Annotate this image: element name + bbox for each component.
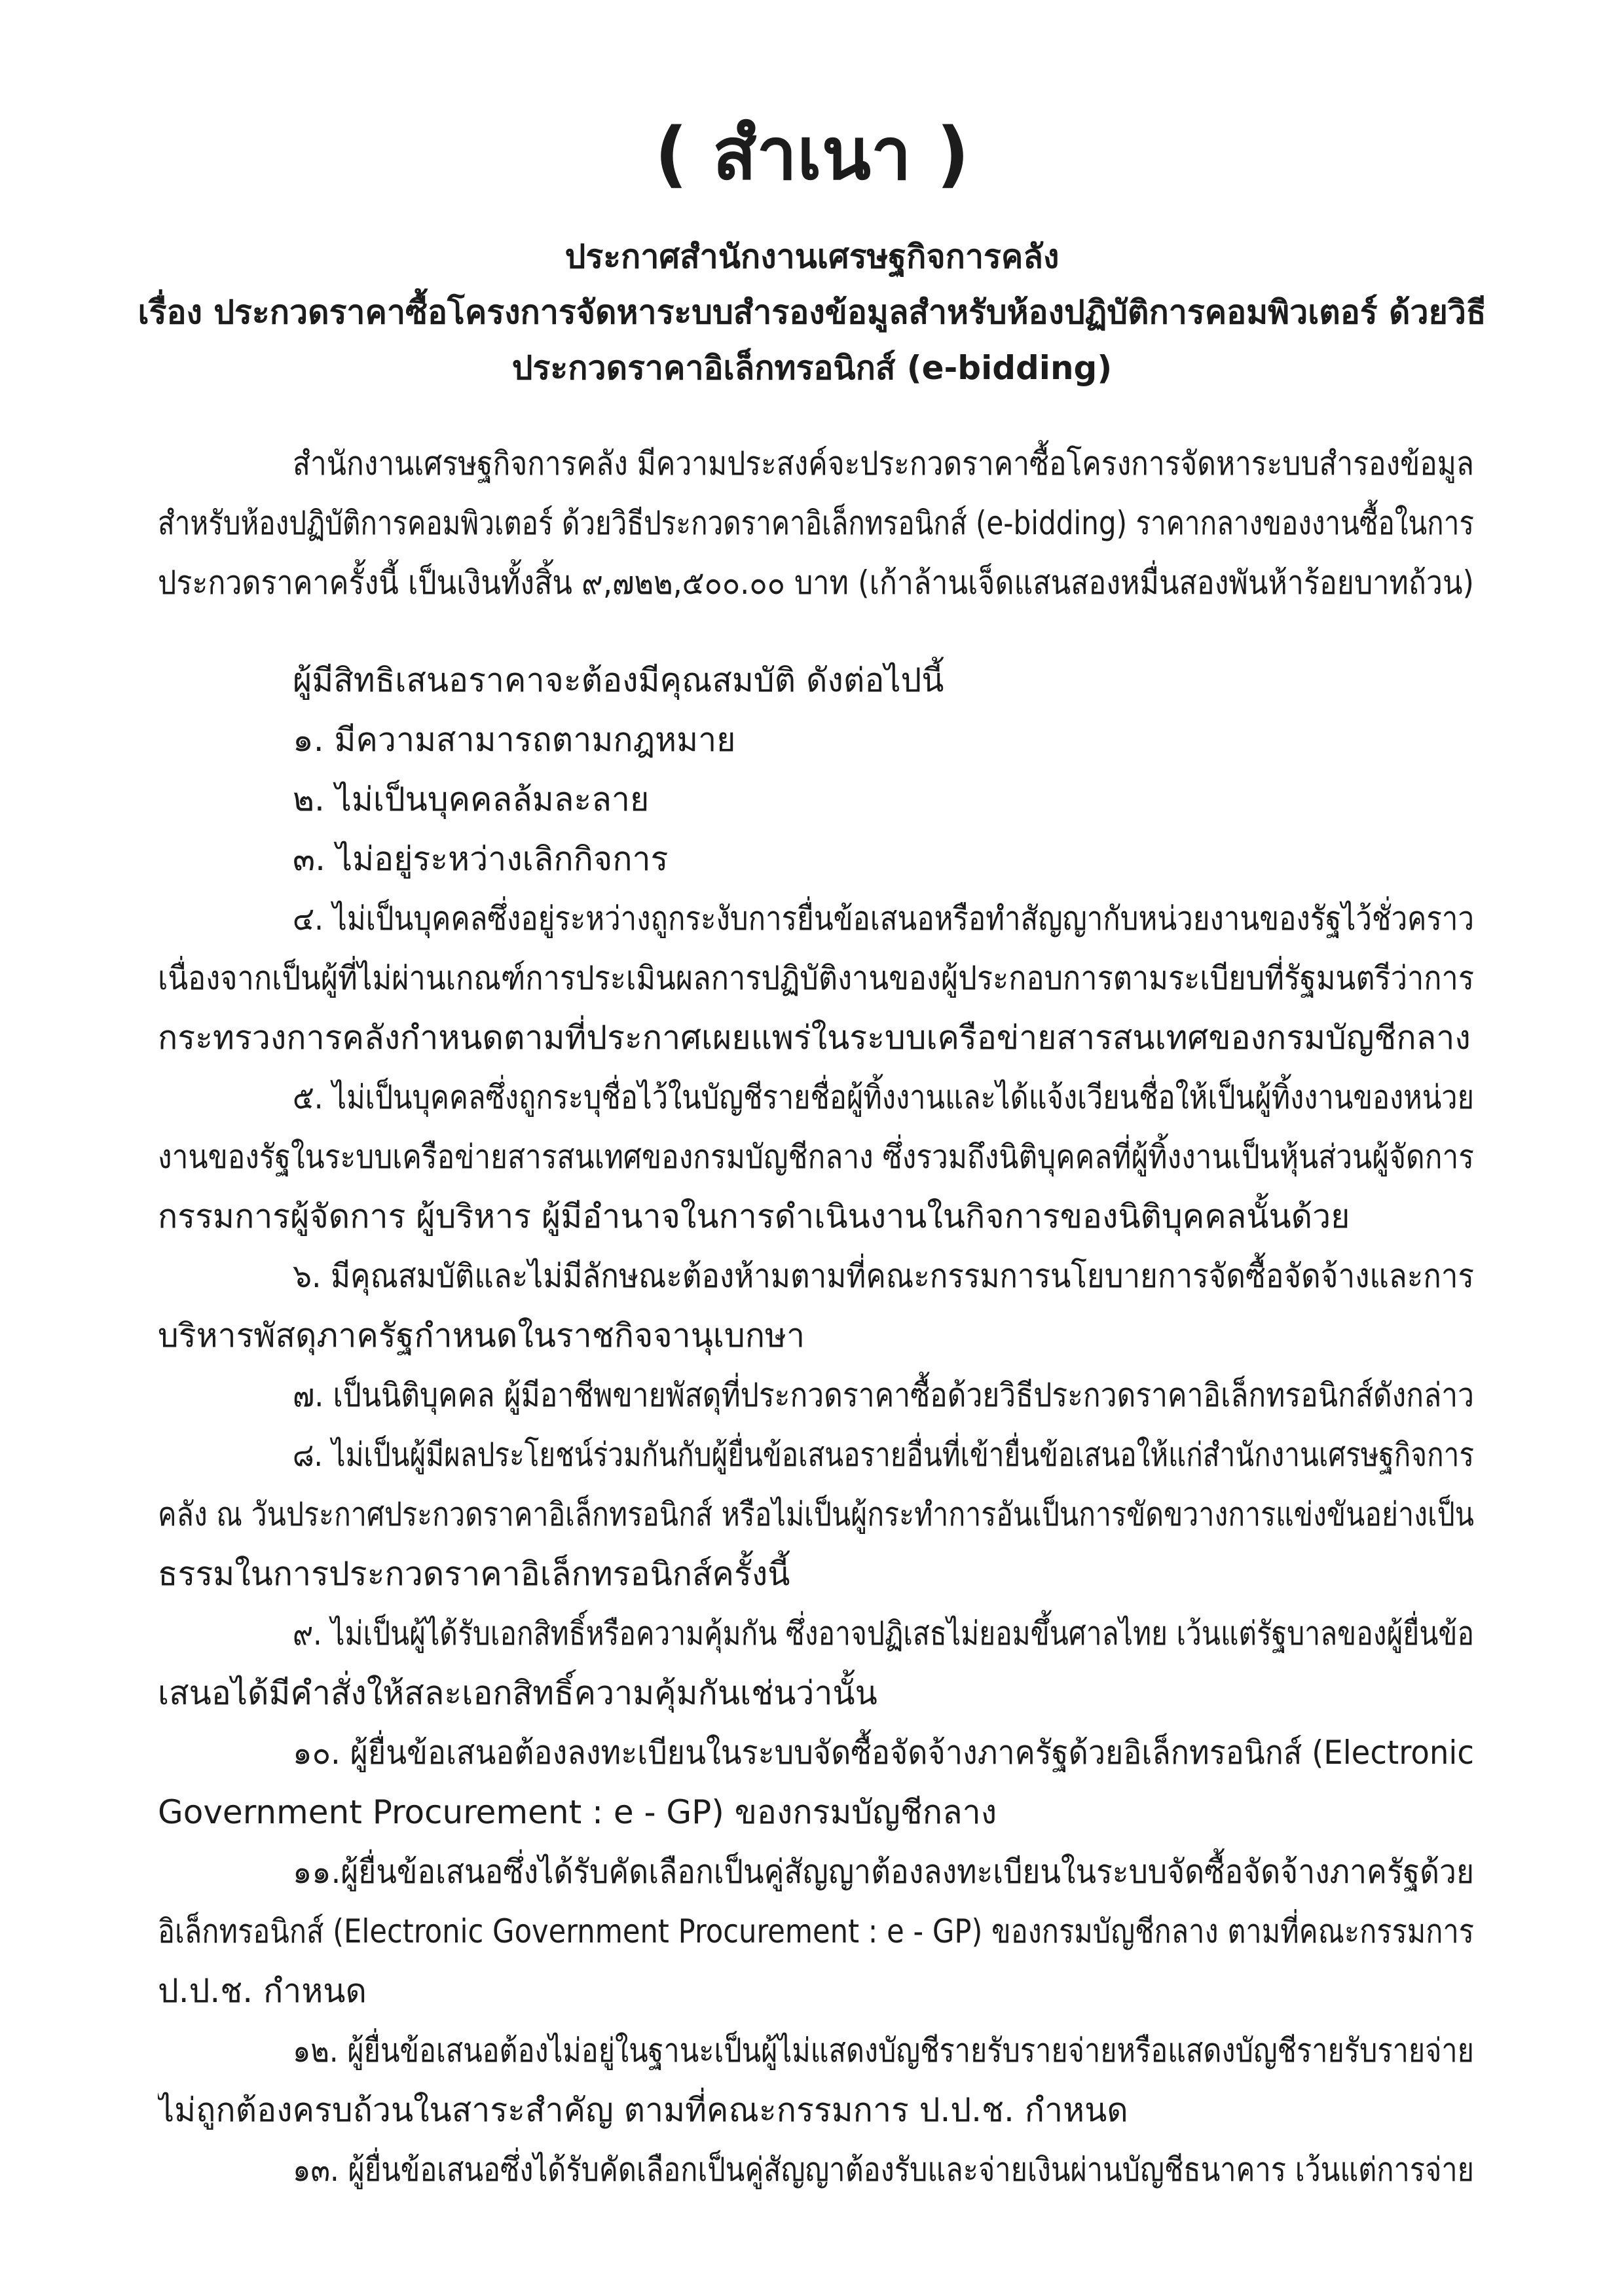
header-line [131, 340, 1493, 396]
qualification-line [158, 1664, 1474, 1723]
qualification-text: ๓. ไม่อยู่ระหว่างเลิกกิจการ [293, 840, 669, 878]
qualification-text: เนื่องจากเป็นผู้ที่ไม่ผ่านเกณฑ์การประเมินผลการปฏิบัติงานของผู้ประกอบการตามระเบียบที่รัฐมนตรีว่าการ [158, 959, 1474, 997]
qualification-line [158, 2081, 1474, 2140]
qualification-line [158, 1604, 1474, 1664]
qualification-text: งานของรัฐในระบบเครือข่ายสารสนเทศของกรมบัญชีกลาง ซึ่งรวมถึงนิติบุคคลที่ผู้ทิ้งงานเป็นหุ้นส่วนผู้จัดการ [158, 1138, 1474, 1176]
qualifications-section [158, 651, 1474, 2200]
qualification-line [158, 1008, 1474, 1068]
qualification-text: ๘. ไม่เป็นผู้มีผลประโยชน์ร่วมกันกับผู้ยื่นข้อเสนอรายอื่นที่เข้ายื่นข้อเสนอให้แก่สำนักงานเศรษฐกิจการ [293, 1436, 1474, 1474]
qualification-text: ๑๓. ผู้ยื่นข้อเสนอซึ่งได้รับคัดเลือกเป็นคู่สัญญาต้องรับและจ่ายเงินผ่านบัญชีธนาคาร เว้นแต่การจ่าย [293, 2151, 1474, 2189]
qualification-line [158, 1187, 1474, 1247]
header-text: ประกาศสำนักงานเศรษฐกิจการคลัง [564, 238, 1060, 276]
qualification-line [158, 2140, 1474, 2200]
intro-text: สำหรับห้องปฏิบัติการคอมพิวเตอร์ ด้วยวิธีประกวดราคาอิเล็กทรอนิกส์ (e-bidding) ราคากลางของงานซื้อในการ [158, 504, 1474, 542]
qualifications-heading [158, 651, 1474, 710]
qualification-text: เสนอได้มีคำสั่งให้สละเอกสิทธิ์ความคุ้มกันเช่นว่านั้น [158, 1674, 877, 1712]
qualification-line [158, 1068, 1474, 1127]
qualification-text: ๑. มีความสามารถตามกฎหมาย [293, 721, 736, 759]
copy-stamp-title: ( สำเนา ) [654, 112, 970, 196]
qualification-line [158, 1783, 1474, 1842]
intro-paragraph [158, 434, 1474, 613]
qualification-line [158, 1842, 1474, 1902]
qualification-text: บริหารพัสดุภาครัฐกำหนดในราชกิจจานุเบกษา [158, 1317, 805, 1355]
intro-text: สำนักงานเศรษฐกิจการคลัง มีความประสงค์จะประกวดราคาซื้อโครงการจัดหาระบบสำรองข้อมูล [293, 445, 1474, 483]
qualification-text: ๒. ไม่เป็นบุคคลล้มละลาย [293, 780, 650, 818]
announcement-header [131, 229, 1493, 396]
qualification-text: ๑๑.ผู้ยื่นข้อเสนอซึ่งได้รับคัดเลือกเป็นคู่สัญญาต้องลงทะเบียนในระบบจัดซื้อจัดจ้างภาครัฐด้วย [293, 1853, 1474, 1891]
qualification-text: กรรมการผู้จัดการ ผู้บริหาร ผู้มีอำนาจในการดำเนินงานในกิจการของนิติบุคคลนั้นด้วย [158, 1197, 1350, 1235]
qualification-text: ไม่ถูกต้องครบถ้วนในสาระสำคัญ ตามที่คณะกรรมการ ป.ป.ช. กำหนด [158, 2091, 1128, 2129]
qualification-text: Government Procurement : e - GP) ของกรมบัญชีกลาง [158, 1793, 997, 1831]
qualification-text: ๕. ไม่เป็นบุคคลซึ่งถูกระบุชื่อไว้ในบัญชีรายชื่อผู้ทิ้งงานและได้แจ้งเวียนชื่อให้เป็นผู้ทิ้งงานของหน่วย [293, 1078, 1474, 1116]
intro-text: ประกวดราคาครั้งนี้ เป็นเงินทั้งสิ้น ๙,๗๒๒,๕๐๐.๐๐ บาท (เก้าล้านเจ็ดแสนสองหมื่นสองพันห้าร้อยบาทถ้วน) [158, 564, 1474, 602]
qualification-text: กระทรวงการคลังกำหนดตามที่ประกาศเผยแพร่ในระบบเครือข่ายสารสนเทศของกรมบัญชีกลาง [158, 1019, 1471, 1057]
qualification-line [158, 2021, 1474, 2081]
qualification-text: อิเล็กทรอนิกส์ (Electronic Government Procurement : e - GP) ของกรมบัญชีกลาง ตามที่คณะกรรมการ [158, 1912, 1474, 1950]
qualification-line [158, 949, 1474, 1008]
qualification-line [158, 889, 1474, 949]
qualification-line [158, 710, 1474, 770]
intro-line [158, 434, 1474, 494]
qualification-text: ๑๒. ผู้ยื่นข้อเสนอต้องไม่อยู่ในฐานะเป็นผู้ไม่แสดงบัญชีรายรับรายจ่ายหรือแสดงบัญชีรายรับรายจ่าย [293, 2032, 1474, 2069]
qualification-line [158, 1127, 1474, 1187]
intro-line [158, 494, 1474, 553]
qualification-text: ๑๐. ผู้ยื่นข้อเสนอต้องลงทะเบียนในระบบจัดซื้อจัดจ้างภาครัฐด้วยอิเล็กทรอนิกส์ (Electronic [293, 1734, 1474, 1772]
header-line [131, 229, 1493, 285]
qualification-line [158, 770, 1474, 829]
heading-text: ผู้มีสิทธิเสนอราคาจะต้องมีคุณสมบัติ ดังต่อไปนี้ [293, 661, 944, 699]
qualification-text: ๔. ไม่เป็นบุคคลซึ่งอยู่ระหว่างถูกระงับการยื่นข้อเสนอหรือทำสัญญากับหน่วยงานของรัฐไว้ชั่วคราว [293, 900, 1474, 938]
qualification-text: ๙. ไม่เป็นผู้ได้รับเอกสิทธิ์หรือความคุ้มกัน ซึ่งอาจปฏิเสธไม่ยอมขึ้นศาลไทย เว้นแต่รัฐบาลของผู้ยื่นข้อ [293, 1614, 1474, 1652]
qualification-line [158, 829, 1474, 889]
qualification-line [158, 1425, 1474, 1485]
header-line [131, 285, 1493, 340]
qualification-text: ๖. มีคุณสมบัติและไม่มีลักษณะต้องห้ามตามที่คณะกรรมการนโยบายการจัดซื้อจัดจ้างและการ [293, 1257, 1474, 1295]
qualification-line [158, 1902, 1474, 1961]
qualification-line [158, 1544, 1474, 1604]
header-text: เรื่อง ประกวดราคาซื้อโครงการจัดหาระบบสำรองข้อมูลสำหรับห้องปฏิบัติการคอมพิวเตอร์ ด้วยวิธี [138, 293, 1486, 331]
intro-line [158, 553, 1474, 613]
qualification-text: ธรรมในการประกวดราคาอิเล็กทรอนิกส์ครั้งนี้ [158, 1555, 790, 1593]
header-text: ประกวดราคาอิเล็กทรอนิกส์ (e-bidding) [511, 349, 1113, 387]
qualification-line [158, 1306, 1474, 1366]
qualification-line [158, 1485, 1474, 1544]
qualification-line [158, 1247, 1474, 1306]
qualification-line [158, 1723, 1474, 1783]
qualification-line [158, 1366, 1474, 1425]
qualification-text: คลัง ณ วันประกาศประกวดราคาอิเล็กทรอนิกส์ หรือไม่เป็นผู้กระทำการอันเป็นการขัดขวางการแข่งขันอย่างเป็น [158, 1495, 1474, 1533]
qualification-text: ๗. เป็นนิติบุคคล ผู้มีอาชีพขายพัสดุที่ประกวดราคาซื้อด้วยวิธีประกวดราคาอิเล็กทรอนิกส์ดังกล่าว [293, 1376, 1474, 1414]
qualification-text: ป.ป.ช. กำหนด [158, 1972, 367, 2010]
qualification-line [158, 1961, 1474, 2021]
